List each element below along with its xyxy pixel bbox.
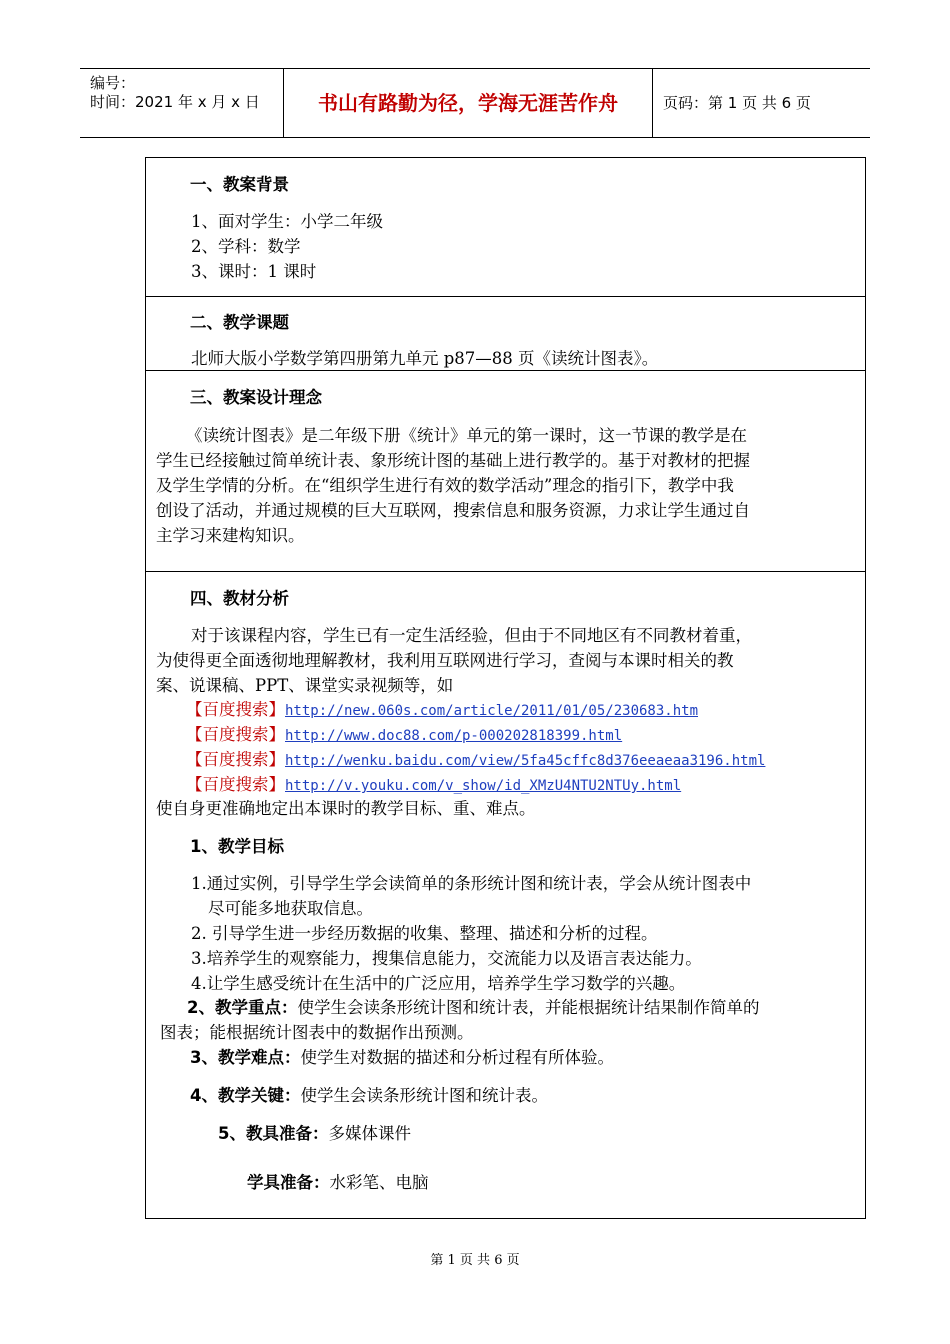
section-title: 二、教学课题: [190, 313, 289, 332]
goal-line: 1.通过实例，引导学生学会读简单的条形统计图和统计表，学会从统计图表中: [191, 874, 752, 893]
learn-text: 水彩笔、电脑: [329, 1173, 429, 1192]
difficulty: [190, 1046, 614, 1070]
section-title: 四、教材分析: [190, 589, 289, 608]
paragraph-line: 《读统计图表》是二年级下册《统计》单元的第一课时，这一节课的教学是在: [186, 426, 747, 445]
key-point-cont: 图表；能根据统计图表中的数据作出预测。: [160, 1023, 474, 1042]
difficulty-text: 使学生对数据的描述和分析过程有所体验。: [300, 1048, 614, 1067]
page-footer: 第 1 页 共 6 页: [430, 1253, 520, 1268]
paragraph-line: 及学生学情的分析。在“组织学生进行有效的数学活动”理念的指引下，教学中我: [156, 476, 734, 495]
crux-text: 使学生会读条形统计图和统计表。: [300, 1086, 548, 1105]
search-link-row: [186, 723, 622, 748]
section-title: 三、教案设计理念: [190, 388, 322, 407]
link-tag: 【百度搜索】: [186, 750, 285, 769]
row-divider: [145, 296, 866, 297]
resource-link[interactable]: http://v.youku.com/v_show/id_XMzU4NTU2NTUy.html: [285, 778, 682, 794]
row-divider: [145, 571, 866, 572]
subsection-title: 1、教学目标: [190, 837, 284, 856]
number-label: 编号：: [90, 74, 136, 92]
search-link-row: [186, 748, 765, 773]
goal-line: 尽可能多地获取信息。: [208, 899, 373, 918]
list-item: 2、学科：数学: [191, 237, 301, 256]
resource-link[interactable]: http://new.060s.com/article/2011/01/05/230683.htm: [285, 703, 699, 719]
header-meta: [80, 69, 283, 137]
header-motto: 书山有路勤为径，学海无涯苦作舟: [318, 91, 618, 115]
page-header: [80, 68, 870, 138]
search-link-row: [186, 698, 698, 723]
key-label: 2、教学重点：: [187, 998, 298, 1017]
paragraph-line: 案、说课稿、PPT、课堂实录视频等，如: [156, 676, 454, 695]
section-title: 一、教案背景: [190, 175, 289, 194]
header-page-label: 页码：第 1 页 共 6 页: [663, 94, 811, 112]
resource-link[interactable]: http://wenku.baidu.com/view/5fa45cffc8d376eeaeaa3196.html: [285, 753, 766, 769]
tools-text: 多媒体课件: [328, 1124, 411, 1143]
crux-label: 4、教学关键：: [190, 1086, 301, 1105]
topic-text: 北师大版小学数学第四册第九单元 p87—88 页《读统计图表》。: [191, 349, 659, 368]
teaching-tools: [218, 1122, 411, 1146]
list-item: 1、面对学生：小学二年级: [191, 212, 383, 231]
key-text: 使学生会读条形统计图和统计表，并能根据统计结果制作简单的: [297, 998, 760, 1017]
search-link-row: [186, 773, 681, 798]
list-item: 3、课时：1 课时: [191, 262, 317, 281]
link-tag: 【百度搜索】: [186, 700, 285, 719]
time-label: 时间：2021 年 x 月 x 日: [90, 93, 260, 111]
paragraph-line: 为使得更全面透彻地理解教材，我利用互联网进行学习，查阅与本课时相关的教: [156, 651, 734, 670]
difficulty-label: 3、教学难点：: [190, 1048, 301, 1067]
paragraph-line: 使自身更准确地定出本课时的教学目标、重、难点。: [156, 799, 536, 818]
header-divider: [652, 69, 653, 137]
paragraph-line: 学生已经接触过简单统计表、象形统计图的基础上进行教学的。基于对教材的把握: [156, 451, 750, 470]
goal-line: 3.培养学生的观察能力，搜集信息能力，交流能力以及语言表达能力。: [191, 949, 702, 968]
crux: [190, 1084, 548, 1108]
learn-label: 学具准备：: [247, 1173, 330, 1192]
resource-link[interactable]: http://www.doc88.com/p-000202818399.html: [285, 728, 623, 744]
link-tag: 【百度搜索】: [186, 725, 285, 744]
tools-label: 5、教具准备：: [218, 1124, 329, 1143]
link-tag: 【百度搜索】: [186, 775, 285, 794]
goal-line: 4.让学生感受统计在生活中的广泛应用，培养学生学习数学的兴趣。: [191, 974, 686, 993]
goal-line: 2. 引导学生进一步经历数据的收集、整理、描述和分析的过程。: [191, 924, 658, 943]
paragraph-line: 对于该课程内容，学生已有一定生活经验，但由于不同地区有不同教材着重，: [191, 626, 752, 645]
paragraph-line: 创设了活动，并通过规模的巨大互联网，搜索信息和服务资源，力求让学生通过自: [156, 501, 750, 520]
paragraph-line: 主学习来建构知识。: [156, 526, 305, 545]
key-point: [187, 996, 759, 1020]
learning-tools: [247, 1171, 429, 1195]
